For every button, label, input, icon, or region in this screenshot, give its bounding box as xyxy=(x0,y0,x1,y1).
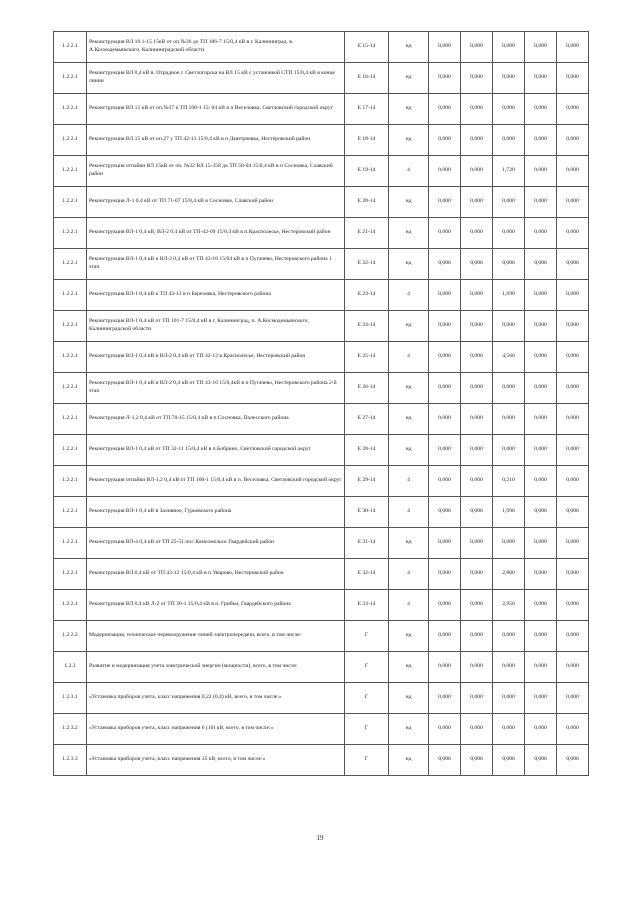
table-row xyxy=(54,497,589,528)
row-value-1: 0,000 xyxy=(429,404,461,435)
row-unit: нд xyxy=(389,621,429,652)
row-name: Реконструкция ВЛ 15 кВ от оп.№37 к ТП 100-1 15/ 04 кВ в п Веселовка, Светловский городской округ xyxy=(87,94,345,125)
row-value-3: 0,000 xyxy=(493,683,525,714)
table-row xyxy=(54,311,589,342)
row-value-1: 0,000 xyxy=(429,559,461,590)
row-identifier: Е 16-14 xyxy=(345,63,389,94)
row-value-4: 0,000 xyxy=(525,249,557,280)
row-unit: нд xyxy=(389,404,429,435)
row-value-5: 0,000 xyxy=(557,311,589,342)
row-value-2: 0,000 xyxy=(461,187,493,218)
row-name: «Установка приборов учета, класс напряжения 0,22 (0,4) кВ, всего, в том числе:» xyxy=(87,683,345,714)
row-value-3: 2,800 xyxy=(493,559,525,590)
row-value-5: 0,000 xyxy=(557,590,589,621)
table-row xyxy=(54,621,589,652)
row-value-2: 0,000 xyxy=(461,683,493,714)
row-name: Реконструкция ВЛ 0,4 кВ в. Отрадное г. Светлогорска на ВЛ 15 кВ с установкой СТП 15/0,4 кВ в конце линии xyxy=(87,63,345,94)
row-identifier: Е 27-14 xyxy=(345,404,389,435)
row-value-5: 0,000 xyxy=(557,497,589,528)
row-value-3: 0,000 xyxy=(493,311,525,342)
row-unit: нд xyxy=(389,218,429,249)
row-name: Реконструкция ВЛ-4 0,4 кВ от ТП 25-51 пос.Комсомольск Гвардейский район xyxy=(87,528,345,559)
row-value-5: 0,000 xyxy=(557,714,589,745)
row-identifier: Е 21-14 xyxy=(345,218,389,249)
row-value-3: 0,000 xyxy=(493,218,525,249)
row-value-3: 0,000 xyxy=(493,63,525,94)
row-value-1: 0,000 xyxy=(429,497,461,528)
row-identifier: Е 24-14 xyxy=(345,311,389,342)
row-identifier: Е 23-14 xyxy=(345,280,389,311)
row-name: Реконструкция ВЛ-1 0,4 кВ в Заливное, Гурьевского района xyxy=(87,497,345,528)
row-identifier: Е 25-14 xyxy=(345,342,389,373)
row-value-1: 0,000 xyxy=(429,745,461,776)
row-value-5: 0,000 xyxy=(557,559,589,590)
row-code: 1.2.2.2 xyxy=(54,621,87,652)
table-row xyxy=(54,94,589,125)
row-value-4: 0,000 xyxy=(525,94,557,125)
row-code: 1.2.2.1 xyxy=(54,590,87,621)
row-value-5: 0,000 xyxy=(557,187,589,218)
row-code: 1.2.2.1 xyxy=(54,63,87,94)
row-name: Реконструкция Л-1 0,4 кВ от ТП 71-07 15/0,4 кВ в Сосновке, Славский район xyxy=(87,187,345,218)
row-code: 1.2.2.1 xyxy=(54,125,87,156)
row-value-3: 0,000 xyxy=(493,187,525,218)
row-value-2: 0,000 xyxy=(461,94,493,125)
row-value-4: 0,000 xyxy=(525,156,557,187)
row-value-1: 0,000 xyxy=(429,342,461,373)
row-value-4: 0,000 xyxy=(525,714,557,745)
row-value-4: 0,000 xyxy=(525,218,557,249)
row-value-3: 0,000 xyxy=(493,373,525,404)
row-value-2: 0,000 xyxy=(461,559,493,590)
row-code: 1.2.2.1 xyxy=(54,528,87,559)
table-row xyxy=(54,342,589,373)
row-unit: нд xyxy=(389,94,429,125)
row-value-5: 0,000 xyxy=(557,156,589,187)
row-value-2: 0,000 xyxy=(461,404,493,435)
table-row xyxy=(54,373,589,404)
row-value-3: 0,000 xyxy=(493,528,525,559)
row-value-5: 0,000 xyxy=(557,218,589,249)
row-unit: нд xyxy=(389,528,429,559)
row-name: Реконструкция ВЛ 10 1-15 15кВ от оп.№36 до ТП 106-7 15/0,4 кВ в г. Калининград. в. А.Космодемьянского. Калининградской области xyxy=(87,32,345,63)
row-name: Реконструкция ВЛ-1 0,4 кВ, ВЛ-2 0,4 кВ от ТП-42-09 15/0,4 кВ в п.Красполесье, Нестеровский район xyxy=(87,218,345,249)
row-value-3: 0,000 xyxy=(493,435,525,466)
row-value-4: 0,000 xyxy=(525,559,557,590)
row-identifier: Е 30-14 xyxy=(345,497,389,528)
row-code: 1.2.3 xyxy=(54,652,87,683)
row-value-2: 0,000 xyxy=(461,590,493,621)
row-value-2: 0,000 xyxy=(461,249,493,280)
row-value-4: 0,000 xyxy=(525,621,557,652)
row-name: Реконструкция отпайки ВЛ-1,2 0,4 кВ от ТП 100-1 15/0,4 кВ в п. Веселовка, Светловский городской округ xyxy=(87,466,345,497)
row-value-2: 0,000 xyxy=(461,745,493,776)
row-unit: нд xyxy=(389,714,429,745)
row-unit: нд xyxy=(389,373,429,404)
row-value-4: 0,000 xyxy=(525,342,557,373)
row-value-1: 0,000 xyxy=(429,187,461,218)
row-code: 1.2.2.1 xyxy=(54,559,87,590)
row-code: 1.2.2.1 xyxy=(54,404,87,435)
row-value-2: 0,000 xyxy=(461,435,493,466)
row-value-4: 0,000 xyxy=(525,652,557,683)
row-code: 1.2.2.1 xyxy=(54,311,87,342)
row-value-1: 0,000 xyxy=(429,466,461,497)
row-name: «Установка приборов учета, класс напряжения 6 (10) кВ, всего, в том числе:» xyxy=(87,714,345,745)
row-code: 1.2.3.1 xyxy=(54,683,87,714)
row-value-3: 0,000 xyxy=(493,125,525,156)
row-value-4: 0,000 xyxy=(525,311,557,342)
table-row xyxy=(54,404,589,435)
row-value-4: 0,000 xyxy=(525,590,557,621)
row-value-3: 1,720 xyxy=(493,156,525,187)
row-value-1: 0,000 xyxy=(429,125,461,156)
table-row xyxy=(54,683,589,714)
row-unit: 4 xyxy=(389,497,429,528)
row-identifier: Е 22-14 xyxy=(345,249,389,280)
row-value-5: 0,000 xyxy=(557,280,589,311)
row-value-2: 0,000 xyxy=(461,63,493,94)
row-code: 1.2.2.1 xyxy=(54,497,87,528)
row-unit: 4 xyxy=(389,156,429,187)
row-value-3: 0,000 xyxy=(493,745,525,776)
table-row xyxy=(54,32,589,63)
row-unit: нд xyxy=(389,311,429,342)
row-code: 1.2.3.2 xyxy=(54,714,87,745)
row-name: Реконструкция отпайки ВЛ 15кВ от оп. №22 ВЛ 15-358 до ТП 58-04 15/0,4 кВ в п Сосновка, Славский район xyxy=(87,156,345,187)
row-value-1: 0,000 xyxy=(429,63,461,94)
row-value-3: 0,000 xyxy=(493,404,525,435)
row-name: Реконструкция ВЛ-1 0,4 кВ от ТП 32-11 15/0,4 кВ в п.Бобрино, Светловский городской округ xyxy=(87,435,345,466)
row-value-3: 0,000 xyxy=(493,652,525,683)
row-unit: нд xyxy=(389,63,429,94)
row-code: 1.2.2.1 xyxy=(54,342,87,373)
row-identifier: Е 18-14 xyxy=(345,125,389,156)
row-value-5: 0,000 xyxy=(557,249,589,280)
row-unit: 4 xyxy=(389,280,429,311)
row-unit: нд xyxy=(389,435,429,466)
row-identifier: Г xyxy=(345,683,389,714)
row-identifier: Е 33-14 xyxy=(345,590,389,621)
row-value-4: 0,000 xyxy=(525,280,557,311)
table-row xyxy=(54,435,589,466)
row-value-1: 0,000 xyxy=(429,652,461,683)
row-value-1: 0,000 xyxy=(429,590,461,621)
row-value-3: 0,210 xyxy=(493,466,525,497)
row-value-5: 0,000 xyxy=(557,404,589,435)
row-unit: 4 xyxy=(389,342,429,373)
row-value-4: 0,000 xyxy=(525,497,557,528)
row-identifier: Г xyxy=(345,652,389,683)
row-value-4: 0,000 xyxy=(525,373,557,404)
row-value-3: 1,090 xyxy=(493,497,525,528)
row-value-1: 0,000 xyxy=(429,373,461,404)
row-unit: 4 xyxy=(389,559,429,590)
table-row xyxy=(54,63,589,94)
table-row xyxy=(54,187,589,218)
row-value-5: 0,000 xyxy=(557,63,589,94)
row-value-5: 0,000 xyxy=(557,435,589,466)
row-value-5: 0,000 xyxy=(557,466,589,497)
row-value-4: 0,000 xyxy=(525,63,557,94)
row-value-5: 0,000 xyxy=(557,683,589,714)
row-identifier: Е 19-14 xyxy=(345,156,389,187)
table-row xyxy=(54,249,589,280)
row-code: 1.2.2.1 xyxy=(54,249,87,280)
row-name: Реконструкция ВЛ 15 кВ от оп.27 у ТП 42-13 15/0,4 кВ в п Дмитриевка, Нестеровский район xyxy=(87,125,345,156)
row-value-4: 0,000 xyxy=(525,435,557,466)
row-value-1: 0,000 xyxy=(429,435,461,466)
row-identifier: Г xyxy=(345,621,389,652)
row-unit: 4 xyxy=(389,466,429,497)
row-value-5: 0,000 xyxy=(557,621,589,652)
row-name: Реконструкция ВЛ 0,4 кВ от ТП 43-12 15/0,4 кВ в п Уварово, Нестеровский район xyxy=(87,559,345,590)
row-value-4: 0,000 xyxy=(525,404,557,435)
row-code: 1.2.2.1 xyxy=(54,187,87,218)
row-name: Реконструкция ВЛ-1 0,4 кВ к ТП 43-13 в п Березовка, Нестеровского района xyxy=(87,280,345,311)
row-value-2: 0,000 xyxy=(461,621,493,652)
row-value-2: 0,000 xyxy=(461,218,493,249)
row-value-4: 0,000 xyxy=(525,125,557,156)
row-value-1: 0,000 xyxy=(429,94,461,125)
row-name: «Установка приборов учета, класс напряжения 35 кВ, всего, в том числе:» xyxy=(87,745,345,776)
table-row xyxy=(54,125,589,156)
row-name: Реконструкция Л-1,2 0,4 кВ от ТП 78-15 15/0,4 кВ в п.Сосновка, Полесского района xyxy=(87,404,345,435)
row-unit: 4 xyxy=(389,590,429,621)
row-value-3: 2,950 xyxy=(493,590,525,621)
row-unit: нд xyxy=(389,683,429,714)
row-code: 1.2.2.1 xyxy=(54,280,87,311)
row-value-5: 0,000 xyxy=(557,125,589,156)
row-value-5: 0,000 xyxy=(557,528,589,559)
row-value-4: 0,000 xyxy=(525,745,557,776)
row-unit: нд xyxy=(389,652,429,683)
row-identifier: Е 17-14 xyxy=(345,94,389,125)
table-row xyxy=(54,559,589,590)
row-value-1: 0,000 xyxy=(429,280,461,311)
row-value-3: 0,000 xyxy=(493,32,525,63)
row-value-4: 0,000 xyxy=(525,683,557,714)
row-unit: нд xyxy=(389,32,429,63)
row-value-1: 0,000 xyxy=(429,311,461,342)
row-value-5: 0,000 xyxy=(557,32,589,63)
row-code: 1.2.3.3 xyxy=(54,745,87,776)
row-value-1: 0,000 xyxy=(429,156,461,187)
investment-table xyxy=(53,31,589,776)
row-identifier: Г xyxy=(345,745,389,776)
row-value-5: 0,000 xyxy=(557,745,589,776)
row-value-3: 0,000 xyxy=(493,621,525,652)
row-name: Реконструкция ВЛ-1 0,4 кВ от ТП 101-7 15/0,4 кВ в г. Калининград, п. А.Космодемьянского, Калининградской области xyxy=(87,311,345,342)
row-identifier: Е 20-14 xyxy=(345,187,389,218)
row-value-4: 0,000 xyxy=(525,528,557,559)
row-value-5: 0,000 xyxy=(557,652,589,683)
row-code: 1.2.2.1 xyxy=(54,32,87,63)
row-value-2: 0,000 xyxy=(461,528,493,559)
row-value-2: 0,000 xyxy=(461,342,493,373)
table-body xyxy=(54,32,589,776)
row-value-2: 0,000 xyxy=(461,714,493,745)
row-code: 1.2.2.1 xyxy=(54,466,87,497)
row-identifier: Е 28-14 xyxy=(345,435,389,466)
row-unit: нд xyxy=(389,125,429,156)
row-value-2: 0,000 xyxy=(461,280,493,311)
row-value-4: 0,000 xyxy=(525,466,557,497)
row-identifier: Е 15-14 xyxy=(345,32,389,63)
row-code: 1.2.2.1 xyxy=(54,218,87,249)
table-row xyxy=(54,156,589,187)
row-value-3: 0,000 xyxy=(493,714,525,745)
table-row xyxy=(54,745,589,776)
row-value-1: 0,000 xyxy=(429,683,461,714)
table-row xyxy=(54,466,589,497)
row-name: Реконструкция ВЛ-1 0,4 кВ и ВЛ-2 0,4 кВ от ТП 43-10 15/0,4кВ в п Пугачево, Нестеровского района 2-й этап xyxy=(87,373,345,404)
row-value-3: 0,000 xyxy=(493,249,525,280)
row-name: Модернизация, техническое перевооружение линий электропередачи, всего, в том числе: xyxy=(87,621,345,652)
row-value-1: 0,000 xyxy=(429,528,461,559)
row-value-2: 0,000 xyxy=(461,125,493,156)
table-row xyxy=(54,218,589,249)
row-value-4: 0,000 xyxy=(525,32,557,63)
row-value-5: 0,000 xyxy=(557,94,589,125)
row-unit: нд xyxy=(389,249,429,280)
table-row xyxy=(54,652,589,683)
row-value-2: 0,000 xyxy=(461,466,493,497)
page-number: 19 xyxy=(316,834,324,842)
row-identifier: Г xyxy=(345,714,389,745)
table-row xyxy=(54,280,589,311)
row-name: Реконструкция ВЛ-1 0,4 кВ и ВЛ-2 0,4 кВ от ТП 42-12 в Краснолесье, Нестеровский район xyxy=(87,342,345,373)
row-value-2: 0,000 xyxy=(461,373,493,404)
row-value-5: 0,000 xyxy=(557,342,589,373)
row-value-5: 0,000 xyxy=(557,373,589,404)
row-identifier: Е 31-14 xyxy=(345,528,389,559)
row-value-2: 0,000 xyxy=(461,497,493,528)
row-name: Реконструкция ВЛ-1 0,4 кВ и ВЛ-2 0,4 кВ от ТП 43-10 15/04 кВ в п Пугачево, Нестеровского района 1 этап xyxy=(87,249,345,280)
row-value-2: 0,000 xyxy=(461,652,493,683)
row-name: Развитие и модернизация учета электрической энергии (мощности), всего, в том числе: xyxy=(87,652,345,683)
row-identifier: Е 29-14 xyxy=(345,466,389,497)
row-code: 1.2.2.1 xyxy=(54,156,87,187)
row-code: 1.2.2.1 xyxy=(54,435,87,466)
table-row xyxy=(54,714,589,745)
row-value-1: 0,000 xyxy=(429,218,461,249)
row-value-2: 0,000 xyxy=(461,311,493,342)
row-unit: нд xyxy=(389,745,429,776)
table-row xyxy=(54,528,589,559)
row-value-1: 0,000 xyxy=(429,714,461,745)
row-value-4: 0,000 xyxy=(525,187,557,218)
row-identifier: Е 32-14 xyxy=(345,559,389,590)
row-identifier: Е 26-14 xyxy=(345,373,389,404)
row-value-1: 0,000 xyxy=(429,249,461,280)
row-value-3: 0,000 xyxy=(493,94,525,125)
row-value-2: 0,000 xyxy=(461,32,493,63)
row-value-1: 0,000 xyxy=(429,621,461,652)
row-value-3: 1,690 xyxy=(493,280,525,311)
row-name: Реконструкция ВЛ 0,4 кВ Л-2 от ТП 30-1 15/0,4 кВ в п. Грибки, Гвардейского района xyxy=(87,590,345,621)
row-value-1: 0,000 xyxy=(429,32,461,63)
row-unit: нд xyxy=(389,187,429,218)
row-value-2: 0,000 xyxy=(461,156,493,187)
table-row xyxy=(54,590,589,621)
row-value-3: 4,560 xyxy=(493,342,525,373)
row-code: 1.2.2.1 xyxy=(54,94,87,125)
row-code: 1.2.2.1 xyxy=(54,373,87,404)
